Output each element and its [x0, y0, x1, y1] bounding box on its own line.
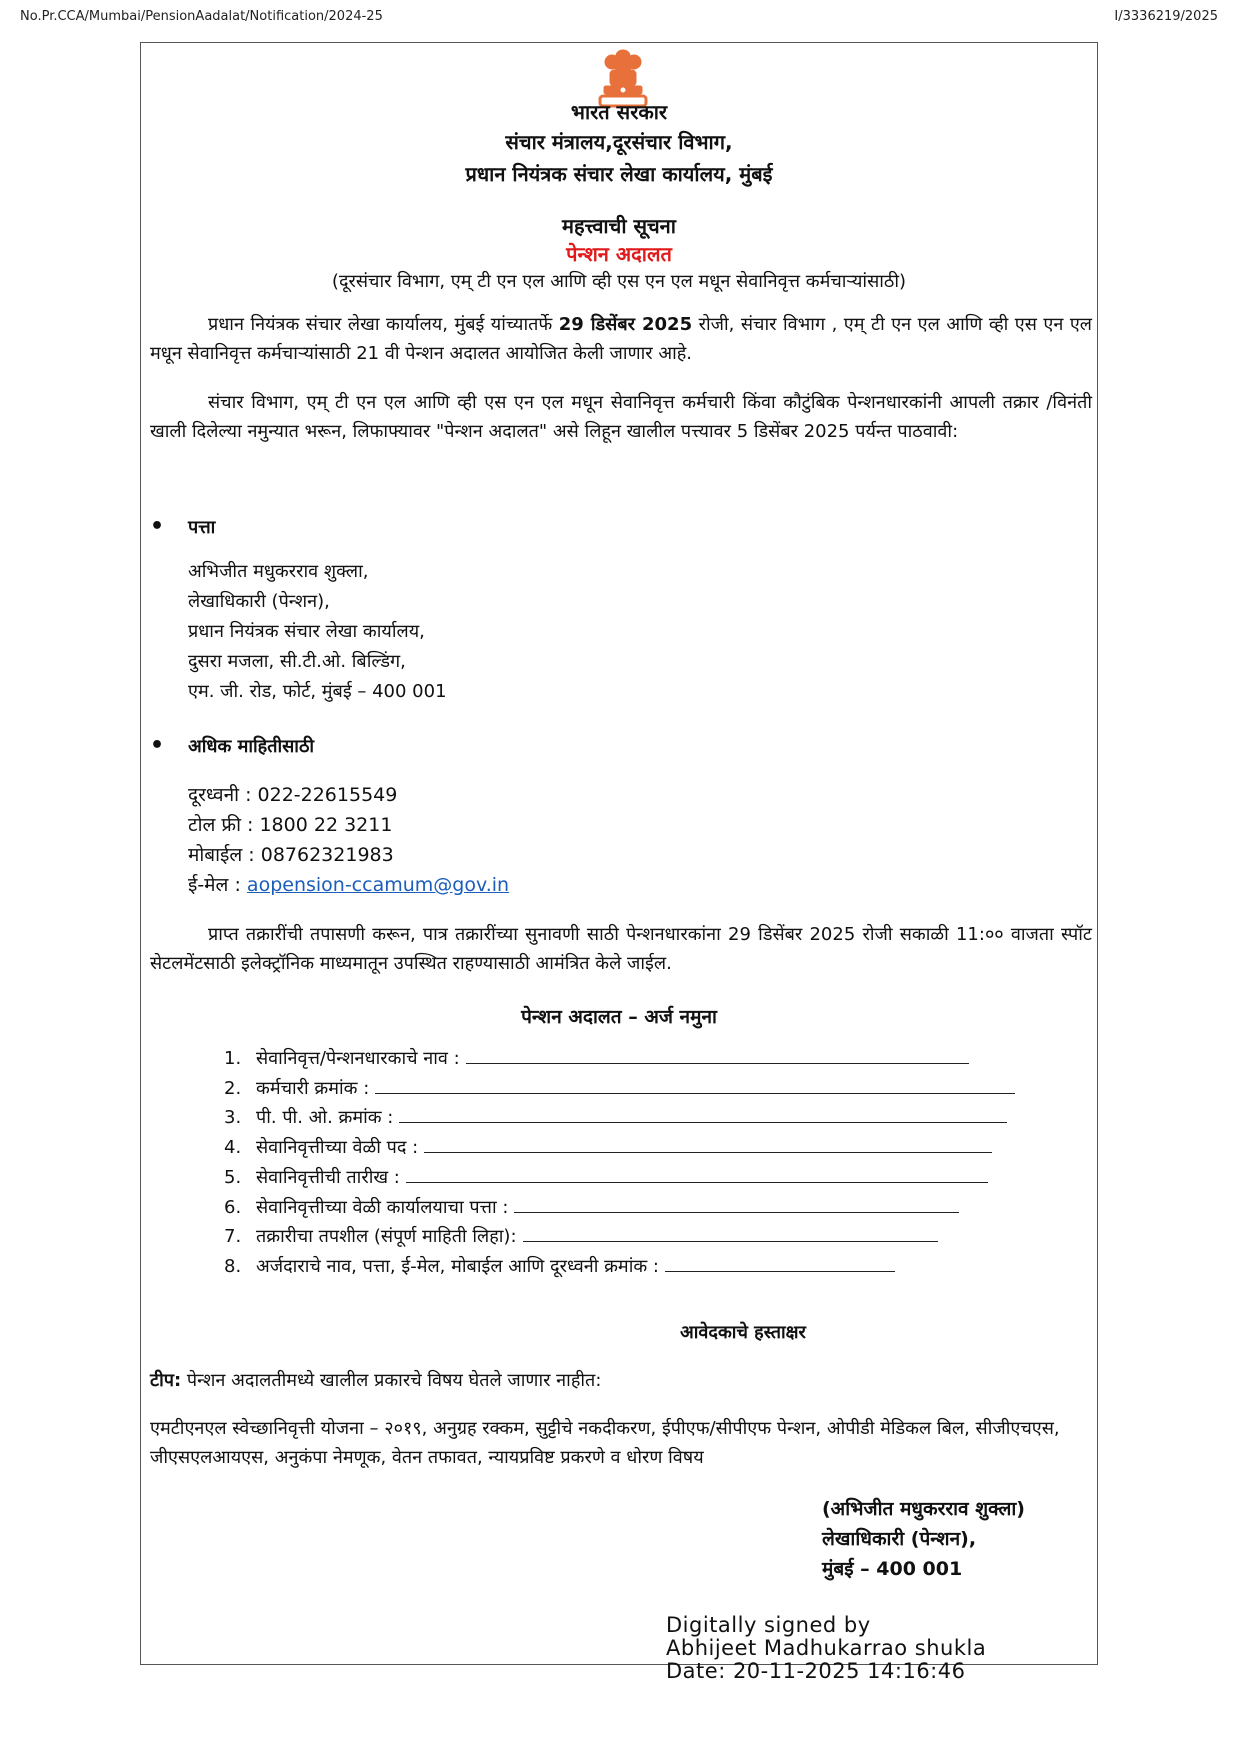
contact-heading: • अधिक माहितीसाठी — [150, 733, 315, 758]
office-heading: प्रधान नियंत्रक संचार लेखा कार्यालय, मुंबई — [465, 162, 773, 186]
form-item-label: तक्रारीचा तपशील (संपूर्ण माहिती लिहा): — [256, 1226, 517, 1248]
signatory-name: (अभिजीत मधुकरराव शुक्ला) — [822, 1498, 1025, 1520]
form-item-label: अर्जदाराचे नाव, पत्ता, ई-मेल, मोबाईल आणि दूरध्वनी क्रमांक : — [256, 1255, 659, 1277]
notice-subtitle: पेन्शन अदालत — [566, 242, 672, 266]
address-line: लेखाधिकारी (पेन्शन), — [188, 591, 330, 612]
phone-number: दूरध्वनी : 022-22615549 — [188, 784, 398, 806]
address-line: एम. जी. रोड, फोर्ट, मुंबई – 400 001 — [188, 681, 447, 702]
form-item — [224, 1133, 1015, 1163]
address-heading: • पत्ता — [150, 514, 216, 539]
tip-label: टीप: — [150, 1370, 182, 1391]
form-title: पेन्शन अदालत – अर्ज नमुना — [521, 1006, 717, 1028]
digital-signature-signer: Abhijeet Madhukarrao shukla — [666, 1636, 987, 1660]
form-item-number: 4. — [224, 1137, 242, 1159]
signatory-designation: लेखाधिकारी (पेन्शन), — [822, 1528, 977, 1550]
signatory-place: मुंबई – 400 001 — [822, 1558, 963, 1580]
email-link[interactable]: aopension-ccamum@gov.in — [246, 874, 510, 896]
form-item-label: सेवानिवृत्तीच्या वेळी कार्यालयाचा पत्ता : — [256, 1196, 509, 1218]
digital-signature-stamp — [666, 1614, 986, 1683]
address-heading-label: पत्ता — [188, 517, 216, 538]
form-blank-line — [523, 1223, 938, 1242]
intro-text-end: रोजी, संचार विभाग , एम् टी एन एल आणि व्ही एस एन एल मधून सेवानिवृत्त कर्मचाऱ्यांसाठी 21 वी पेन्शन अदालत आयोजित केली जाणार आहे. — [150, 314, 1092, 364]
form-blank-line — [399, 1104, 1007, 1123]
contact-block — [188, 780, 509, 900]
tip-note — [150, 1366, 1092, 1395]
contact-heading-label: अधिक माहितीसाठी — [188, 736, 315, 757]
form-item-label: सेवानिवृत्तीच्या वेळी पद : — [256, 1137, 419, 1159]
signatory-block — [822, 1494, 1025, 1584]
form-item — [224, 1103, 1015, 1133]
intro-text-start: प्रधान नियंत्रक संचार लेखा कार्यालय, मुंबई यांच्यातर्फे — [208, 314, 559, 335]
form-item-label: पी. पी. ओ. क्रमांक : — [256, 1107, 394, 1129]
application-form — [224, 1044, 1015, 1282]
form-item — [224, 1193, 1015, 1223]
email-row — [188, 870, 509, 900]
form-item-number: 5. — [224, 1166, 242, 1188]
intro-paragraph — [150, 310, 1092, 368]
form-blank-line — [514, 1194, 959, 1213]
hearing-paragraph: प्राप्त तक्रारींची तपासणी करून, पात्र तक्रारींच्या सुनावणी साठी पेन्शनधारकांना 29 डिसेंबर 2025 रोजी सकाळी 11:०० वाजता स्पॉट सेटलमेंटसाठी इलेक्ट्रॉनिक माध्यमातून उपस्थित राहण्यासाठी आमंत्रित केले जाईल. — [150, 924, 1092, 974]
form-item-number: 1. — [224, 1048, 242, 1069]
ministry-heading: संचार मंत्रालय,दूरसंचार विभाग, — [505, 130, 733, 154]
form-item-number: 3. — [224, 1107, 242, 1129]
form-item-label: सेवानिवृत्त/पेन्शनधारकाचे नाव : — [256, 1048, 460, 1069]
form-blank-line — [406, 1164, 988, 1183]
adalat-date: 29 डिसेंबर 2025 — [558, 314, 693, 335]
form-item — [224, 1163, 1015, 1193]
form-item-number: 6. — [224, 1196, 242, 1218]
form-item — [224, 1252, 1015, 1282]
applicant-signature-label: आवेदकाचे हस्ताक्षर — [680, 1322, 806, 1343]
form-item-number: 7. — [224, 1226, 242, 1248]
document-id: I/3336219/2025 — [1114, 9, 1218, 24]
email-label: ई-मेल : — [188, 874, 247, 896]
form-blank-line — [466, 1045, 969, 1064]
digital-signature-date: Date: 20-11-2025 14:16:46 — [666, 1659, 966, 1683]
form-item-number: 2. — [224, 1077, 242, 1099]
document-reference-number: No.Pr.CCA/Mumbai/PensionAadalat/Notification/2024-25 — [20, 9, 383, 24]
form-item-label: कर्मचारी क्रमांक : — [256, 1077, 370, 1099]
notice-title: महत्त्वाची सूचना — [562, 214, 676, 238]
form-blank-line — [375, 1075, 1015, 1094]
address-block — [188, 557, 447, 707]
submission-paragraph: संचार विभाग, एम् टी एन एल आणि व्ही एस एन एल मधून सेवानिवृत्त कर्मचारी किंवा कौटुंबिक पेन्शनधारकांनी आपली तक्रार /विनंती खाली दिलेल्या नमुन्यात भरून, लिफाफ्यावर "पेन्शन अदालत" असे लिहून खालील पत्त्यावर 5 डिसेंबर 2025 पर्यन्त पाठवावी: — [150, 392, 1092, 442]
mobile-number: मोबाईल : 08762321983 — [188, 844, 394, 866]
address-line: दुसरा मजला, सी.टी.ओ. बिल्डिंग, — [188, 651, 406, 672]
address-line: प्रधान नियंत्रक संचार लेखा कार्यालय, — [188, 621, 425, 642]
tip-text: पेन्शन अदालतीमध्ये खालील प्रकारचे विषय घेतले जाणार नाहीत: — [181, 1370, 602, 1391]
tip-exclusions: एमटीएनएल स्वेच्छानिवृत्ती योजना – २०१९, अनुग्रह रक्कम, सुट्टीचे नकदीकरण, ईपीएफ/सीपीएफ पेन्शन, ओपीडी मेडिकल बिल, सीजीएचएस, जीएसएलआयएस, अनुकंपा नेमणूक, वेतन तफावत, न्यायप्रविष्ट प्रकरणे व धोरण विषय — [150, 1418, 1060, 1468]
form-blank-line — [665, 1253, 895, 1272]
form-item — [224, 1044, 1015, 1074]
tollfree-number: टोल फ्री : 1800 22 3211 — [188, 814, 393, 836]
form-item — [224, 1074, 1015, 1104]
govt-india-heading: भारत सरकार — [570, 100, 668, 124]
address-line: अभिजीत मधुकरराव शुक्ला, — [188, 561, 369, 582]
form-item-number: 8. — [224, 1255, 242, 1277]
digital-signature-line: Digitally signed by — [666, 1613, 871, 1637]
form-item-label: सेवानिवृत्तीची तारीख : — [256, 1166, 400, 1188]
notice-scope: (दूरसंचार विभाग, एम् टी एन एल आणि व्ही एस एन एल मधून सेवानिवृत्त कर्मचाऱ्यांसाठी) — [331, 271, 907, 292]
form-item — [224, 1222, 1015, 1252]
form-blank-line — [424, 1134, 992, 1153]
